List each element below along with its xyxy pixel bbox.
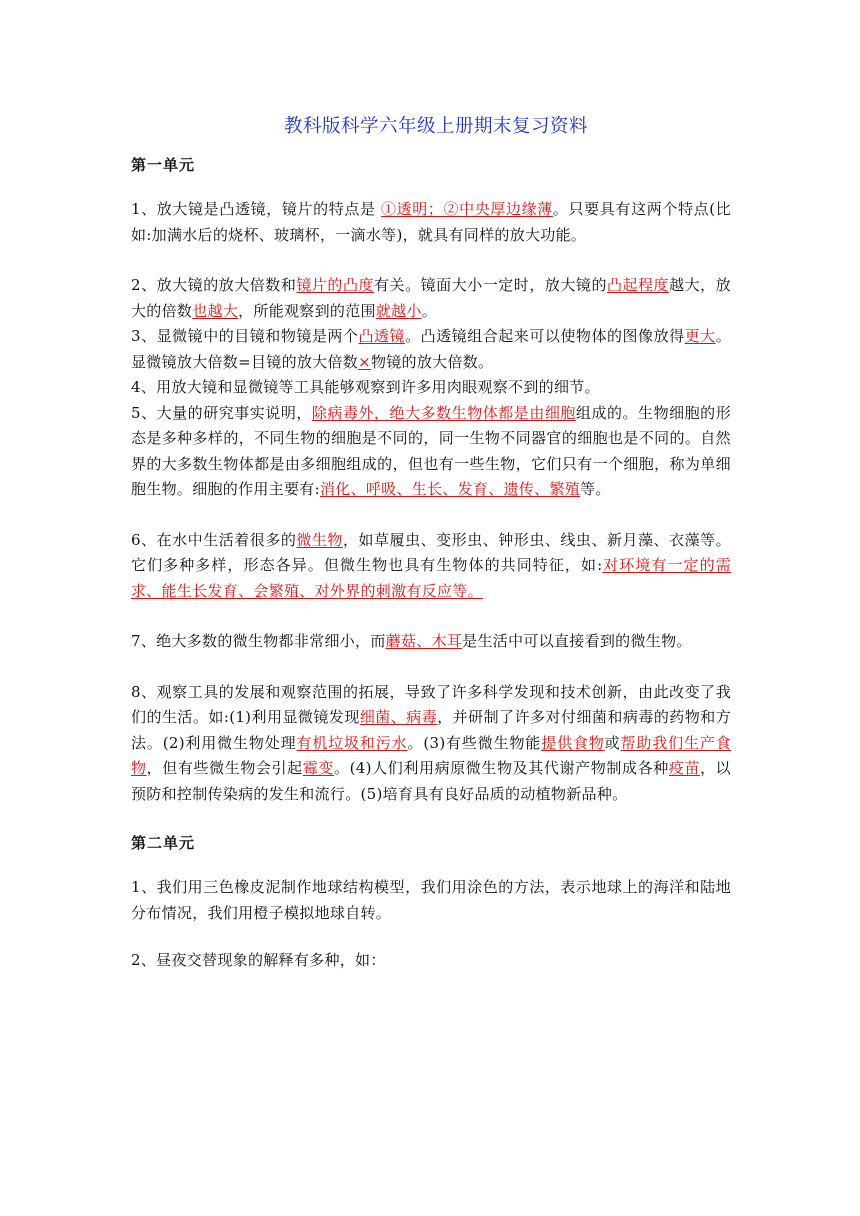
answer-highlight: 微生物 xyxy=(296,530,343,549)
document-title: 教科版科学六年级上册期末复习资料 xyxy=(283,116,588,137)
answer-highlight: 有机垃圾和污水 xyxy=(296,733,408,752)
unit2-heading: 第二单元 xyxy=(131,834,196,852)
answer-highlight: 霉变 xyxy=(302,759,335,777)
answer-highlight: 凸起程度 xyxy=(606,276,670,294)
answer-highlight: 细菌、病毒 xyxy=(359,708,438,726)
answer-highlight: ①透明；②中央厚边缘薄 xyxy=(381,200,553,218)
answer-highlight: 除病毒外，绝大多数生物体都是由细胞 xyxy=(311,403,576,422)
answer-highlight: 蘑菇、木耳 xyxy=(385,632,463,650)
unit1-item-8: 8、观察工具的发展和观察范围的拓展，导致了许多科学发现和技术创新，由此改变了我们的生活。如:(1)利用显微镜发现细菌、病毒，并研制了许多对付细菌和病毒的药物和方法。(2)利用微生物处理有机垃圾和污水。(3)有些微生物能提供食物或帮助我们生产食物，但有些微生物会引起霉变。(4)人们利用病原微生物及其代谢产物制成各种疫苗，以预防和控制传染病的发生和流行。(5)培育具有良好品质的动植物新品种。 xyxy=(131,682,732,803)
unit1-item-2: 2、放大镜的放大倍数和镜片的凸度有关。镜面大小一定时，放大镜的凸起程度越大，放大的倍数也越大，所能观察到的范围就越小。 xyxy=(131,276,731,320)
answer-highlight: 帮助我们生产食物 xyxy=(131,733,732,777)
answer-highlight: 消化、呼吸、生长、发育、遗传、繁殖 xyxy=(319,480,581,498)
answer-highlight: 也越大 xyxy=(192,301,239,320)
answer-highlight: × xyxy=(358,352,371,371)
unit2-item-2: 2、昼夜交替现象的解释有多种，如： xyxy=(131,951,386,969)
unit1-item-1: 1、放大镜是凸透镜，镜片的特点是 ①透明；②中央厚边缘薄。只要具有这两个特点(比如:加满水后的烧杯、玻璃杯，一滴水等)，就具有同样的放大功能。 xyxy=(131,200,731,244)
unit1-item-3: 3、显微镜中的目镜和物镜是两个凸透镜。凸透镜组合起来可以使物体的图像放得更大。显微镜放大倍数=目镜的放大倍数×物镜的放大倍数。 xyxy=(131,327,732,371)
answer-highlight: 凸透镜 xyxy=(358,327,406,345)
unit2-item-1: 1、我们用三色橡皮泥制作地球结构模型，我们用涂色的方法，表示地球上的海洋和陆地分布情况，我们用橙子模拟地球自转。 xyxy=(131,878,731,922)
answer-highlight: 对环境有一定的需求、能生长发育、会繁殖、对外界的刺激有反应等。 xyxy=(131,556,731,600)
answer-highlight: 更大 xyxy=(684,327,716,345)
unit1-heading: 第一单元 xyxy=(131,156,196,174)
answer-highlight: 提供食物 xyxy=(541,733,605,752)
unit1-item-7: 7、绝大多数的微生物都非常细小，而蘑菇、木耳是生活中可以直接看到的微生物。 xyxy=(131,632,692,650)
unit1-item-6: 6、在水中生活着很多的微生物，如草履虫、变形虫、钟形虫、线虫、新月藻、衣藻等。它们多种多样，形态各异。但微生物也具有生物体的共同特征，如:对环境有一定的需求、能生长发育、会繁殖、对外界的刺激有反应等。 xyxy=(131,530,731,600)
unit1-item-5: 5、大量的研究事实说明，除病毒外，绝大多数生物体都是由细胞组成的。生物细胞的形态是多种多样的，不同生物的细胞是不同的，同一生物不同器官的细胞也是不同的。自然界的大多数生物体都是由多细胞组成的，但也有一些生物，它们只有一个细胞，称为单细胞生物。细胞的作用主要有:消化、呼吸、生长、发育、遗传、繁殖等。 xyxy=(131,403,731,498)
unit1-item-4: 4、用放大镜和显微镜等工具能够观察到许多用肉眼观察不到的细节。 xyxy=(131,378,600,396)
answer-highlight: 镜片的凸度 xyxy=(296,276,375,294)
document-page xyxy=(131,112,731,974)
answer-highlight: 就越小 xyxy=(375,301,422,320)
answer-highlight: 疫苗 xyxy=(668,759,701,777)
